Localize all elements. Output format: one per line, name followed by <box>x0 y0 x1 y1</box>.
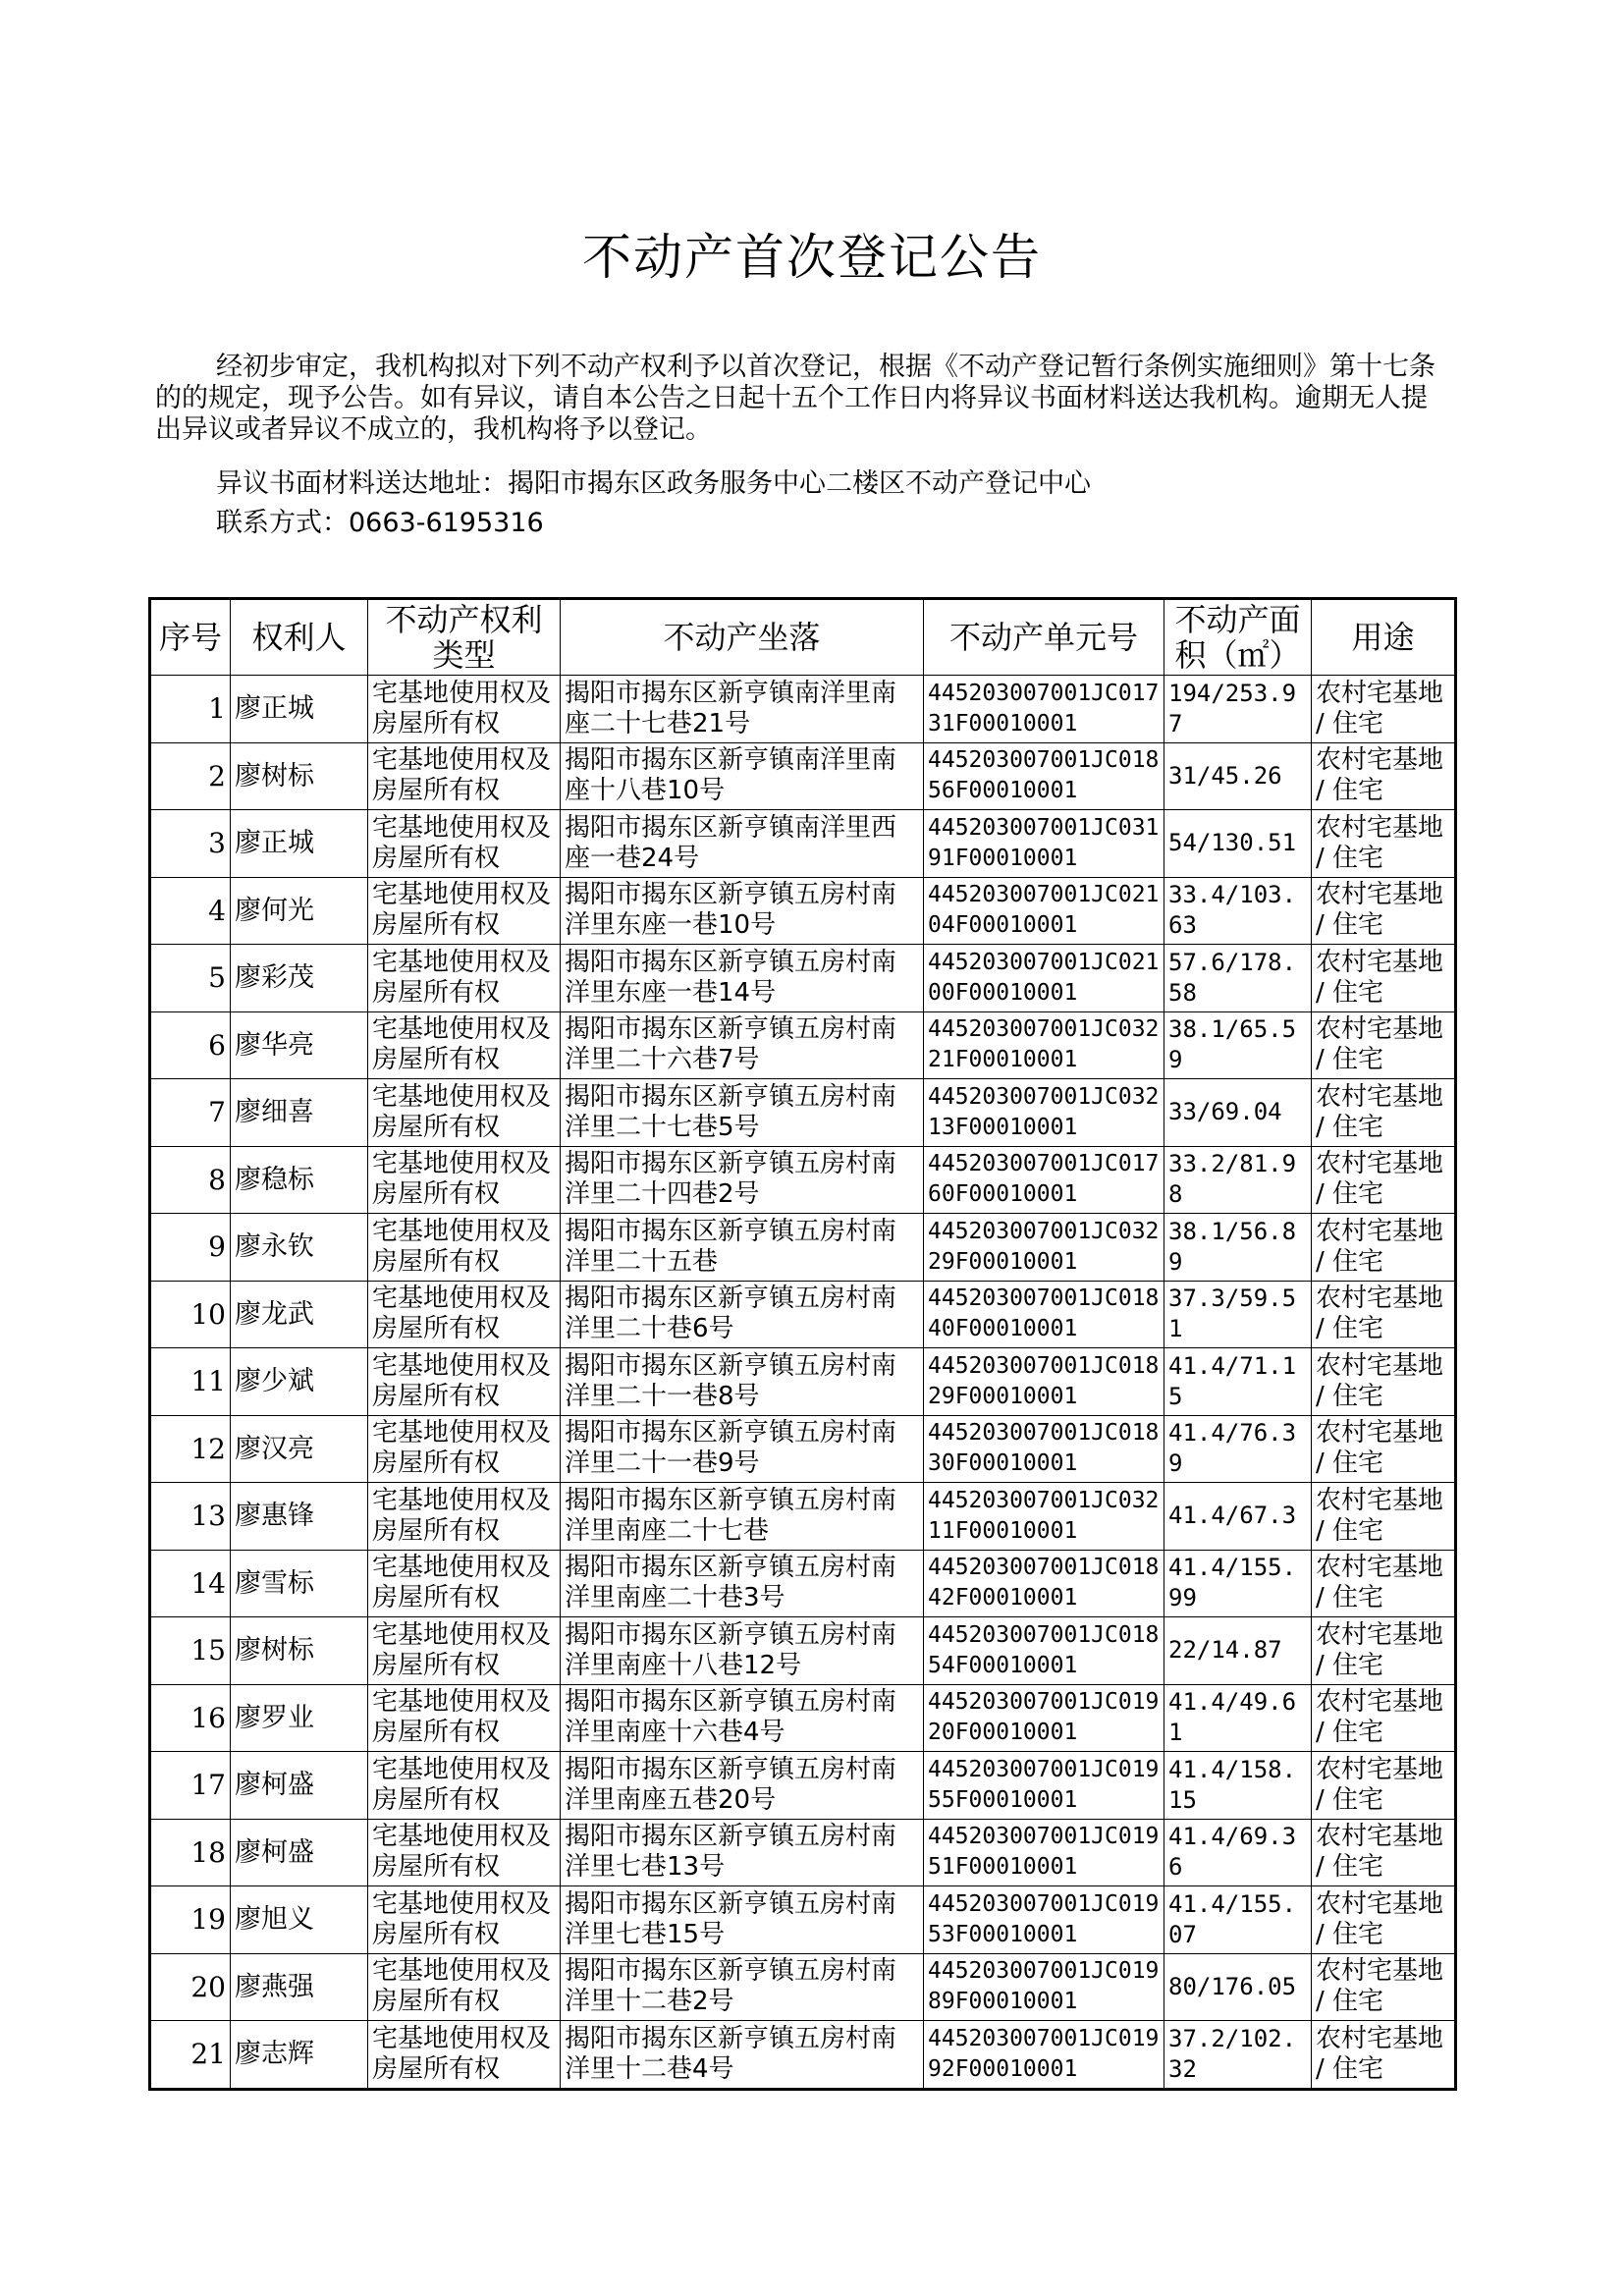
cell-use: 农村宅基地 / 住宅 <box>1312 676 1456 743</box>
registration-table <box>148 597 1457 2091</box>
cell-area: 194/253.97 <box>1164 676 1312 743</box>
cell-area: 33/69.04 <box>1164 1079 1312 1147</box>
cell-unit-number: 445203007001JC01953F00010001 <box>924 1886 1164 1954</box>
cell-area: 33.2/81.98 <box>1164 1146 1312 1214</box>
cell-holder: 廖树标 <box>231 742 368 810</box>
cell-right-type: 宅基地使用权及房屋所有权 <box>368 877 561 945</box>
cell-location: 揭阳市揭东区新亨镇五房村南洋里南座二十巷3号 <box>561 1550 924 1617</box>
cell-location: 揭阳市揭东区新亨镇五房村南洋里南座五巷20号 <box>561 1752 924 1820</box>
cell-seq: 5 <box>150 945 231 1012</box>
cell-location: 揭阳市揭东区新亨镇南洋里南座十八巷10号 <box>561 742 924 810</box>
cell-unit-number: 445203007001JC01955F00010001 <box>924 1752 1164 1820</box>
cell-holder: 廖燕强 <box>231 1953 368 2021</box>
cell-area: 38.1/56.89 <box>1164 1214 1312 1282</box>
page-title: 不动产首次登记公告 <box>582 229 1042 286</box>
cell-holder: 廖志辉 <box>231 2021 368 2090</box>
cell-use: 农村宅基地 / 住宅 <box>1312 945 1456 1012</box>
cell-area: 41.4/76.39 <box>1164 1415 1312 1483</box>
table-row <box>150 1684 1456 1752</box>
contact-text: 联系方式：0663-6195316 <box>216 508 544 538</box>
cell-area: 31/45.26 <box>1164 742 1312 810</box>
cell-use: 农村宅基地 / 住宅 <box>1312 1011 1456 1079</box>
table-row <box>150 676 1456 743</box>
header-unit-number: 不动产单元号 <box>924 599 1164 676</box>
cell-seq: 18 <box>150 1819 231 1886</box>
cell-right-type: 宅基地使用权及房屋所有权 <box>368 1550 561 1617</box>
table-row <box>150 1617 1456 1685</box>
cell-area: 38.1/65.59 <box>1164 1011 1312 1079</box>
cell-use: 农村宅基地 / 住宅 <box>1312 1617 1456 1685</box>
cell-right-type: 宅基地使用权及房屋所有权 <box>368 1281 561 1348</box>
cell-location: 揭阳市揭东区新亨镇五房村南洋里二十一巷9号 <box>561 1415 924 1483</box>
cell-right-type: 宅基地使用权及房屋所有权 <box>368 1214 561 1282</box>
cell-right-type: 宅基地使用权及房屋所有权 <box>368 1752 561 1820</box>
cell-unit-number: 445203007001JC01951F00010001 <box>924 1819 1164 1886</box>
header-holder: 权利人 <box>231 599 368 676</box>
cell-location: 揭阳市揭东区新亨镇五房村南洋里东座一巷10号 <box>561 877 924 945</box>
cell-unit-number: 445203007001JC01992F00010001 <box>924 2021 1164 2090</box>
header-location: 不动产坐落 <box>561 599 924 676</box>
cell-area: 37.2/102.32 <box>1164 2021 1312 2090</box>
cell-area: 41.4/155.99 <box>1164 1550 1312 1617</box>
cell-right-type: 宅基地使用权及房屋所有权 <box>368 1617 561 1685</box>
cell-unit-number: 445203007001JC01842F00010001 <box>924 1550 1164 1617</box>
cell-right-type: 宅基地使用权及房屋所有权 <box>368 2021 561 2090</box>
table-row <box>150 1953 1456 2021</box>
cell-holder: 廖雪标 <box>231 1550 368 1617</box>
table-row <box>150 1011 1456 1079</box>
cell-holder: 廖惠锋 <box>231 1483 368 1551</box>
table-body <box>150 676 1456 2090</box>
cell-location: 揭阳市揭东区新亨镇南洋里西座一巷24号 <box>561 810 924 878</box>
cell-area: 41.4/67.3 <box>1164 1483 1312 1551</box>
cell-seq: 20 <box>150 1953 231 2021</box>
table-row <box>150 1886 1456 1954</box>
cell-unit-number: 445203007001JC03211F00010001 <box>924 1483 1164 1551</box>
cell-seq: 3 <box>150 810 231 878</box>
cell-holder: 廖彩茂 <box>231 945 368 1012</box>
table-row <box>150 1214 1456 1282</box>
cell-right-type: 宅基地使用权及房屋所有权 <box>368 742 561 810</box>
cell-unit-number: 445203007001JC01854F00010001 <box>924 1617 1164 1685</box>
cell-unit-number: 445203007001JC02100F00010001 <box>924 945 1164 1012</box>
cell-location: 揭阳市揭东区新亨镇五房村南洋里二十五巷 <box>561 1214 924 1282</box>
cell-area: 41.4/69.36 <box>1164 1819 1312 1886</box>
cell-holder: 廖何光 <box>231 877 368 945</box>
address-text: 异议书面材料送达地址：揭阳市揭东区政务服务中心二楼区不动产登记中心 <box>216 468 1091 499</box>
cell-use: 农村宅基地 / 住宅 <box>1312 1684 1456 1752</box>
cell-unit-number: 445203007001JC03229F00010001 <box>924 1214 1164 1282</box>
cell-location: 揭阳市揭东区新亨镇五房村南洋里七巷15号 <box>561 1886 924 1954</box>
cell-location: 揭阳市揭东区新亨镇五房村南洋里二十七巷5号 <box>561 1079 924 1147</box>
cell-right-type: 宅基地使用权及房屋所有权 <box>368 1684 561 1752</box>
cell-holder: 廖少斌 <box>231 1348 368 1416</box>
cell-seq: 8 <box>150 1146 231 1214</box>
cell-holder: 廖柯盛 <box>231 1819 368 1886</box>
cell-location: 揭阳市揭东区新亨镇五房村南洋里南座二十七巷 <box>561 1483 924 1551</box>
cell-seq: 9 <box>150 1214 231 1282</box>
cell-holder: 廖汉亮 <box>231 1415 368 1483</box>
cell-unit-number: 445203007001JC01829F00010001 <box>924 1348 1164 1416</box>
cell-holder: 廖柯盛 <box>231 1752 368 1820</box>
cell-use: 农村宅基地 / 住宅 <box>1312 1483 1456 1551</box>
cell-area: 80/176.05 <box>1164 1953 1312 2021</box>
table-row <box>150 1079 1456 1147</box>
cell-unit-number: 445203007001JC03213F00010001 <box>924 1079 1164 1147</box>
cell-location: 揭阳市揭东区新亨镇五房村南洋里东座一巷14号 <box>561 945 924 1012</box>
cell-seq: 17 <box>150 1752 231 1820</box>
cell-use: 农村宅基地 / 住宅 <box>1312 1079 1456 1147</box>
cell-right-type: 宅基地使用权及房屋所有权 <box>368 1953 561 2021</box>
cell-unit-number: 445203007001JC03221F00010001 <box>924 1011 1164 1079</box>
cell-area: 41.4/158.15 <box>1164 1752 1312 1820</box>
table-row <box>150 1483 1456 1551</box>
cell-location: 揭阳市揭东区新亨镇五房村南洋里二十巷6号 <box>561 1281 924 1348</box>
table-row <box>150 877 1456 945</box>
cell-holder: 廖龙武 <box>231 1281 368 1348</box>
cell-unit-number: 445203007001JC01760F00010001 <box>924 1146 1164 1214</box>
table-row <box>150 742 1456 810</box>
cell-seq: 14 <box>150 1550 231 1617</box>
cell-area: 41.4/155.07 <box>1164 1886 1312 1954</box>
cell-location: 揭阳市揭东区新亨镇五房村南洋里二十六巷7号 <box>561 1011 924 1079</box>
cell-unit-number: 445203007001JC01856F00010001 <box>924 742 1164 810</box>
cell-holder: 廖树标 <box>231 1617 368 1685</box>
cell-use: 农村宅基地 / 住宅 <box>1312 1348 1456 1416</box>
cell-right-type: 宅基地使用权及房屋所有权 <box>368 1415 561 1483</box>
cell-seq: 15 <box>150 1617 231 1685</box>
table-row <box>150 1281 1456 1348</box>
cell-use: 农村宅基地 / 住宅 <box>1312 2021 1456 2090</box>
table-row <box>150 945 1456 1012</box>
cell-seq: 12 <box>150 1415 231 1483</box>
table-header-row <box>150 599 1456 676</box>
cell-holder: 廖罗业 <box>231 1684 368 1752</box>
cell-holder: 廖稳标 <box>231 1146 368 1214</box>
cell-right-type: 宅基地使用权及房屋所有权 <box>368 1079 561 1147</box>
cell-holder: 廖正城 <box>231 810 368 878</box>
cell-use: 农村宅基地 / 住宅 <box>1312 1886 1456 1954</box>
cell-use: 农村宅基地 / 住宅 <box>1312 1146 1456 1214</box>
cell-holder: 廖细喜 <box>231 1079 368 1147</box>
cell-holder: 廖华亮 <box>231 1011 368 1079</box>
cell-unit-number: 445203007001JC01830F00010001 <box>924 1415 1164 1483</box>
cell-area: 41.4/71.15 <box>1164 1348 1312 1416</box>
intro-paragraph <box>155 352 1436 446</box>
cell-seq: 1 <box>150 676 231 743</box>
cell-unit-number: 445203007001JC01731F00010001 <box>924 676 1164 743</box>
cell-right-type: 宅基地使用权及房屋所有权 <box>368 1886 561 1954</box>
cell-right-type: 宅基地使用权及房屋所有权 <box>368 810 561 878</box>
cell-unit-number: 445203007001JC03191F00010001 <box>924 810 1164 878</box>
cell-location: 揭阳市揭东区新亨镇五房村南洋里七巷13号 <box>561 1819 924 1886</box>
cell-seq: 13 <box>150 1483 231 1551</box>
cell-use: 农村宅基地 / 住宅 <box>1312 1819 1456 1886</box>
cell-right-type: 宅基地使用权及房屋所有权 <box>368 945 561 1012</box>
cell-seq: 19 <box>150 1886 231 1954</box>
cell-right-type: 宅基地使用权及房屋所有权 <box>368 1819 561 1886</box>
cell-use: 农村宅基地 / 住宅 <box>1312 742 1456 810</box>
table-row <box>150 1146 1456 1214</box>
cell-unit-number: 445203007001JC02104F00010001 <box>924 877 1164 945</box>
cell-holder: 廖永钦 <box>231 1214 368 1282</box>
cell-location: 揭阳市揭东区新亨镇五房村南洋里十二巷2号 <box>561 1953 924 2021</box>
contact-line <box>155 508 1436 539</box>
table-row <box>150 810 1456 878</box>
cell-right-type: 宅基地使用权及房屋所有权 <box>368 1483 561 1551</box>
header-seq: 序号 <box>150 599 231 676</box>
cell-seq: 6 <box>150 1011 231 1079</box>
table-row <box>150 1819 1456 1886</box>
cell-seq: 2 <box>150 742 231 810</box>
cell-use: 农村宅基地 / 住宅 <box>1312 877 1456 945</box>
cell-use: 农村宅基地 / 住宅 <box>1312 1953 1456 2021</box>
table-row <box>150 1550 1456 1617</box>
cell-area: 37.3/59.51 <box>1164 1281 1312 1348</box>
cell-seq: 7 <box>150 1079 231 1147</box>
cell-area: 54/130.51 <box>1164 810 1312 878</box>
cell-seq: 11 <box>150 1348 231 1416</box>
cell-location: 揭阳市揭东区新亨镇五房村南洋里南座十八巷12号 <box>561 1617 924 1685</box>
cell-area: 22/14.87 <box>1164 1617 1312 1685</box>
address-line <box>155 468 1436 500</box>
cell-use: 农村宅基地 / 住宅 <box>1312 1214 1456 1282</box>
cell-use: 农村宅基地 / 住宅 <box>1312 1415 1456 1483</box>
header-right-type: 不动产权利类型 <box>368 599 561 676</box>
cell-right-type: 宅基地使用权及房屋所有权 <box>368 1348 561 1416</box>
cell-location: 揭阳市揭东区新亨镇五房村南洋里二十四巷2号 <box>561 1146 924 1214</box>
cell-seq: 10 <box>150 1281 231 1348</box>
cell-use: 农村宅基地 / 住宅 <box>1312 810 1456 878</box>
cell-right-type: 宅基地使用权及房屋所有权 <box>368 676 561 743</box>
cell-location: 揭阳市揭东区新亨镇五房村南洋里十二巷4号 <box>561 2021 924 2090</box>
table-row <box>150 1348 1456 1416</box>
header-area: 不动产面积（㎡） <box>1164 599 1312 676</box>
cell-use: 农村宅基地 / 住宅 <box>1312 1281 1456 1348</box>
cell-unit-number: 445203007001JC01920F00010001 <box>924 1684 1164 1752</box>
cell-use: 农村宅基地 / 住宅 <box>1312 1550 1456 1617</box>
cell-location: 揭阳市揭东区新亨镇五房村南洋里南座十六巷4号 <box>561 1684 924 1752</box>
table-row <box>150 2021 1456 2090</box>
cell-area: 57.6/178.58 <box>1164 945 1312 1012</box>
cell-seq: 16 <box>150 1684 231 1752</box>
cell-location: 揭阳市揭东区新亨镇南洋里南座二十七巷21号 <box>561 676 924 743</box>
header-use: 用途 <box>1312 599 1456 676</box>
cell-unit-number: 445203007001JC01989F00010001 <box>924 1953 1164 2021</box>
cell-right-type: 宅基地使用权及房屋所有权 <box>368 1146 561 1214</box>
intro-text: 经初步审定，我机构拟对下列不动产权利予以首次登记，根据《不动产登记暂行条例实施细则》第十七条的的规定，现予公告。如有异议，请自本公告之日起十五个工作日内将异议书面材料送达我机构。逾期无人提出异议或者异议不成立的，我机构将予以登记。 <box>155 352 1435 445</box>
cell-use: 农村宅基地 / 住宅 <box>1312 1752 1456 1820</box>
cell-holder: 廖正城 <box>231 676 368 743</box>
cell-seq: 4 <box>150 877 231 945</box>
cell-holder: 廖旭义 <box>231 1886 368 1954</box>
cell-right-type: 宅基地使用权及房屋所有权 <box>368 1011 561 1079</box>
table-row <box>150 1415 1456 1483</box>
cell-unit-number: 445203007001JC01840F00010001 <box>924 1281 1164 1348</box>
cell-seq: 21 <box>150 2021 231 2090</box>
cell-location: 揭阳市揭东区新亨镇五房村南洋里二十一巷8号 <box>561 1348 924 1416</box>
cell-area: 33.4/103.63 <box>1164 877 1312 945</box>
table-row <box>150 1752 1456 1820</box>
cell-area: 41.4/49.61 <box>1164 1684 1312 1752</box>
